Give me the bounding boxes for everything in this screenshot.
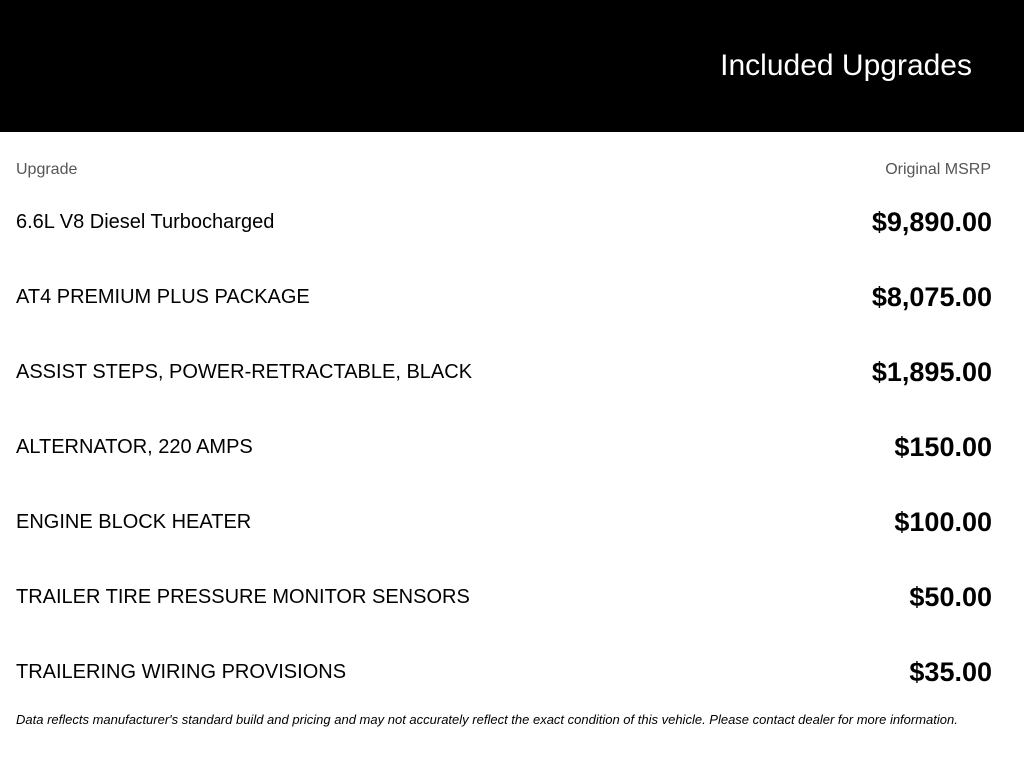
upgrade-name: 6.6L V8 Diesel Turbocharged [16,211,275,233]
upgrade-name: TRAILERING WIRING PROVISIONS [16,661,347,683]
upgrade-name: ASSIST STEPS, POWER-RETRACTABLE, BLACK [16,361,473,383]
upgrade-price: $100.00 [894,507,992,537]
upgrade-name: ENGINE BLOCK HEATER [16,511,252,533]
upgrade-price: $1,895.00 [871,357,992,387]
table-row [16,485,992,560]
table-row [16,335,992,410]
upgrade-price: $50.00 [909,582,992,612]
column-header-upgrade: Upgrade [16,161,78,178]
disclaimer-text: Data reflects manufacturer's standard build and pricing and may not accurately reflect the exact condition of this vehicle. Please contact dealer for more information. [16,712,958,727]
table-row [16,260,992,335]
page-header [0,0,1024,132]
upgrade-price: $150.00 [894,432,992,462]
table-row [16,560,992,635]
upgrade-name: TRAILER TIRE PRESSURE MONITOR SENSORS [16,586,470,608]
page-title: Included Upgrades [720,49,972,82]
table-row [16,410,992,485]
upgrades-table [16,132,992,710]
upgrade-price: $9,890.00 [871,207,992,237]
upgrade-name: AT4 PREMIUM PLUS PACKAGE [16,286,310,308]
column-header-msrp: Original MSRP [885,161,991,178]
upgrade-price: $35.00 [909,657,992,687]
table-row [16,635,992,710]
table-body [16,185,992,710]
table-row [16,185,992,260]
upgrade-price: $8,075.00 [871,282,992,312]
upgrade-name: ALTERNATOR, 220 AMPS [16,436,253,458]
